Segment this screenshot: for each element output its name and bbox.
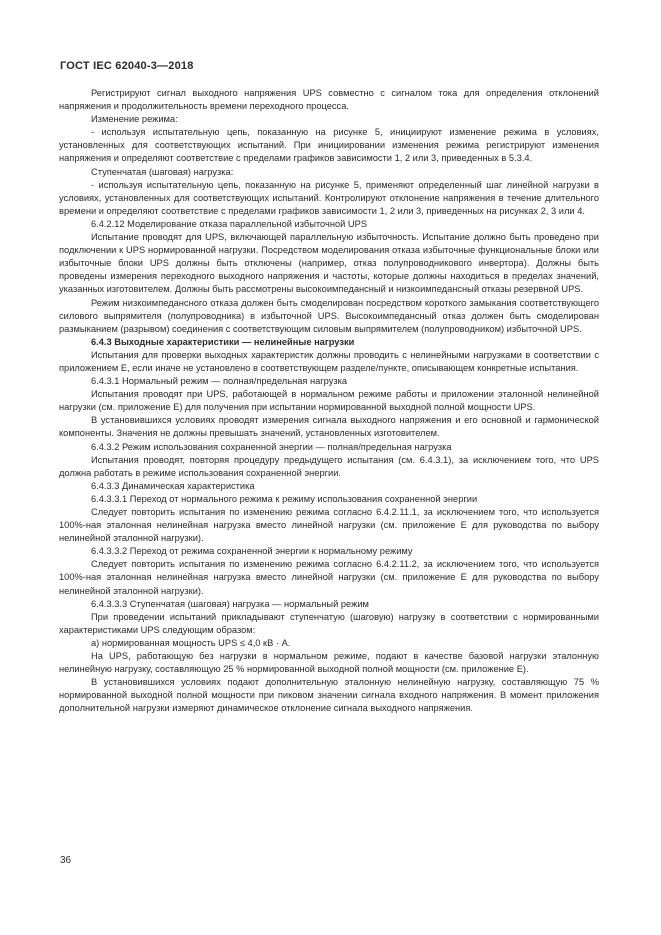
paragraph: - используя испытательную цепь, показанную на рисунке 5, применяют определенный шаг линейной нагрузки в условиях, установленных для соответствующих испытаний. Контролируют отклонение напряжения в течение длительного времени и определяют соответствие с пределами графиков зависимости 1, 2 или 3, приведенных на рисунках 2, 3 или 4.: [59, 179, 599, 216]
section-heading: 6.4.3.3 Динамическая характеристика: [91, 480, 255, 491]
paragraph: Испытание проводят для UPS, включающей параллельную избыточность. Испытание должно быть проведено при подключении к UPS нормированной нагрузки. Посредством моделирования отказа избыточные функциональные блоки или избыточные блоки UPS должны быть отключены (например, отказ полупроводникового инвертора). Должны быть проведены измерения переходного выходного напряжения и частоты, которые должны находиться в пределах значений, указанных изготовителем. Должны быть рассмотрены высокоимпедансный и низкоимпедансный отказы резервной UPS.: [59, 232, 599, 295]
section-heading: 6.4.2.12 Моделирование отказа параллельной избыточной UPS: [91, 218, 368, 229]
list-item: а) нормированная мощность UPS ≤ 4,0 кВ · А.: [91, 637, 291, 648]
paragraph: - используя испытательную цепь, показанную на рисунке 5, инициируют изменение режима в условиях, установленных для соответствующих испытаний. При инициировании изменения режима регистрируют изменения напряжения и определяют соответствие с пределами графиков зависимости 1, 2 или 3, приведенных в 5.3.4.: [59, 127, 599, 164]
section-heading: 6.4.3.2 Режим использования сохраненной энергии — полная/предельная нагрузка: [91, 441, 452, 452]
paragraph: Следует повторить испытания по изменению режима согласно 6.4.2.11.2, за исключением того, что используется 100%-ная эталонная нелинейная нагрузка вместо линейной нагрузки (см. приложение Е для руководства по выбору нелинейной эталонной нагрузки).: [59, 559, 599, 596]
paragraph-label: Изменение режима:: [91, 114, 178, 125]
document-body: [59, 87, 599, 716]
page-number: 36: [60, 855, 72, 866]
section-heading: 6.4.3.3.1 Переход от нормального режима к режиму использования сохраненной энергии: [91, 493, 478, 504]
paragraph: Испытания проводят при UPS, работающей в нормальном режиме работы и приложении эталонной нелинейной нагрузки (см. приложение Е) для получения при испытании нормированной выходной полной мощности UPS.: [59, 389, 599, 413]
section-heading-bold: 6.4.3 Выходные характеристики — нелинейные нагрузки: [91, 336, 355, 347]
paragraph: Регистрируют сигнал выходного напряжения UPS совместно с сигналом тока для определения отклонений напряжения и продолжительность времени переходного процесса.: [59, 88, 599, 112]
paragraph: В установившихся условиях проводят измерения сигнала выходного напряжения и его основной и гармонической компоненты. Значения не должны превышать значений, установленных изготовителем.: [59, 415, 599, 439]
paragraph: На UPS, работающую без нагрузки в нормальном режиме, подают в качестве базовой нагрузки эталонную нелинейную нагрузку, составляющую 25 % нормированной выходной полной мощности (см. приложение Е).: [59, 651, 599, 675]
paragraph: Режим низкоимпедансного отказа должен быть смоделирован посредством короткого замыкания соответствующего силового выпрямителя (полупроводника) в избыточной UPS. Высокоимпедансный отказ должен быть смоделирован размыканием (разрывом) соединения с соответствующим силовым выпрямителем (полупроводником) избыточной UPS.: [59, 297, 599, 334]
section-heading: 6.4.3.3.2 Переход от режима сохраненной энергии к нормальному режиму: [91, 546, 413, 557]
section-heading: 6.4.3.1 Нормальный режим — полная/предельная нагрузка: [91, 376, 348, 387]
paragraph: Испытания для проверки выходных характеристик должны проводить с нелинейными нагрузками в соответствии с приложением Е, если иначе не установлено в соответствующем разделе/пункте, описывающем конкретные испытания.: [59, 349, 599, 373]
paragraph: При проведении испытаний прикладывают ступенчатую (шаговую) нагрузку в соответствии с нормированными характеристиками UPS следующим образом:: [59, 611, 599, 635]
paragraph-label: Ступенчатая (шаговая) нагрузка:: [91, 166, 234, 177]
paragraph: Следует повторить испытания по изменению режима согласно 6.4.2.11.1, за исключением того, что используется 100%-ная эталонная нелинейная нагрузка вместо линейной нагрузки (см. приложение Е для руководства по выбору нелинейной эталонной нагрузки).: [59, 507, 599, 544]
section-heading: 6.4.3.3.3 Ступенчатая (шаговая) нагрузка — нормальный режим: [91, 598, 369, 609]
paragraph: Испытания проводят, повторяя процедуру предыдущего испытания (см. 6.4.3.1), за исключением того, что UPS должна работать в режиме использования сохраненной энергии.: [59, 454, 599, 478]
paragraph: В установившихся условиях подают дополнительную эталонную нелинейную нагрузку, составляющую 75 % нормированной выходной полной мощности при пиковом значении сигнала входного напряжения. В момент приложения дополнительной нагрузки измеряют динамическое отклонение сигнала выходного напряжения.: [59, 677, 599, 714]
document-header: ГОСТ IEC 62040-3—2018: [60, 60, 194, 72]
